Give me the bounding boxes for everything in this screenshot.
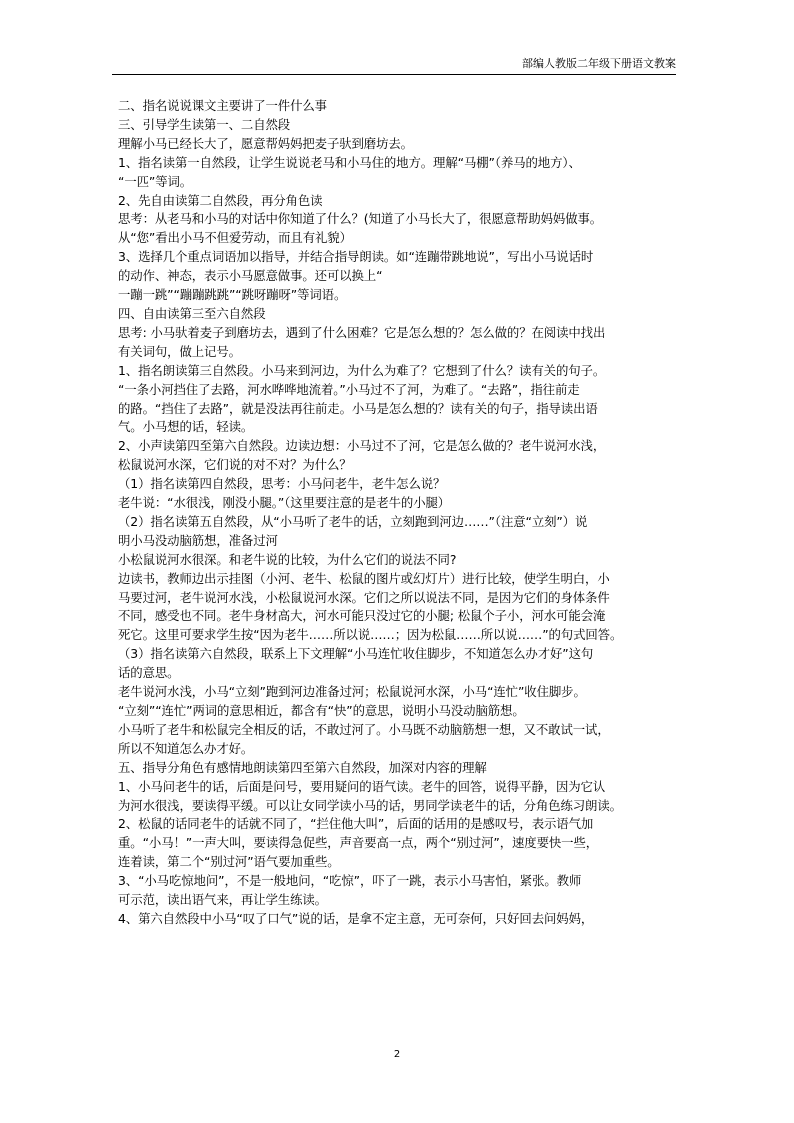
text-line: 不同，感受也不同。老牛身材高大，河水可能只没过它的小腿; 松鼠个子小，河水可能会淹 bbox=[118, 608, 606, 624]
text-line: 边读书，教师边出示挂图（小河、老牛、松鼠的图片或幻灯片）进行比较，使学生明白，小 bbox=[118, 570, 610, 586]
text-line: （3）指名读第六自然段，联系上下文理解“小马连忙收住脚步，不知道怎么办才好”这句 bbox=[118, 646, 594, 662]
text-line: （1）指名读第四自然段，思考：小马问老牛，老牛怎么说？ bbox=[118, 476, 446, 492]
document-body bbox=[118, 97, 680, 929]
text-line: 3、“小马吃惊地问”，不是一般地问，“吃惊”，吓了一跳，表示小马害怕，紧张。教师 bbox=[118, 873, 582, 889]
header-title: 部编人教版二年级下册语文教案 bbox=[522, 57, 676, 70]
text-line: 二、指名说说课文主要讲了一件什么事 bbox=[118, 98, 327, 113]
text-line: 从“您”看出小马不但爱劳动，而且有礼貌） bbox=[118, 230, 352, 246]
text-line: “一条小河挡住了去路，河水哗哗地流着。”小马过不了河，为难了。“去路”，指往前走 bbox=[118, 381, 580, 397]
text-line: 1、指名朗读第三自然段。小马来到河边，为什么为难了？它想到了什么？读有关的句子。 bbox=[118, 362, 606, 378]
page-header bbox=[112, 56, 676, 75]
text-line: 思考: 小马驮着麦子到磨坊去，遇到了什么困难？它是怎么想的？怎么做的？在阅读中找出 bbox=[118, 324, 606, 340]
text-line: 所以不知道怎么办才好。 bbox=[118, 740, 254, 756]
text-line: 的路。“挡住了去路”，就是没法再往前走。小马是怎么想的？读有关的句子，指导读出语 bbox=[118, 400, 598, 416]
text-line: “一匹”等词。 bbox=[118, 173, 193, 189]
text-line: 小马听了老牛和松鼠完全相反的话，不敢过河了。小马既不动脑筋想一想，又不敢试一试， bbox=[118, 721, 610, 737]
text-line: 话的意思。 bbox=[118, 665, 180, 681]
text-line: 五、指导分角色有感情地朗读第四至第六自然段，加深对内容的理解 bbox=[118, 759, 487, 775]
text-line: （2）指名读第五自然段，从“小马听了老牛的话，立刻跑到河边……”（注意“立刻”）说 bbox=[118, 513, 588, 529]
text-line: 1、指名读第一自然段，让学生说说老马和小马住的地方。理解“马棚”（养马的地方）、 bbox=[118, 154, 581, 170]
text-line: 小松鼠说河水很深。和老牛说的比较，为什么它们的说法不同? bbox=[118, 551, 457, 567]
text-line: 明小马没动脑筋想，准备过河 bbox=[118, 532, 278, 548]
page-number: 2 bbox=[393, 1049, 401, 1060]
text-line: 为河水很浅，要读得平缓。可以让女同学读小马的话，男同学读老牛的话，分角色练习朗读。 bbox=[118, 797, 622, 813]
text-line: 老牛说河水浅，小马“立刻”跑到河边准备过河；松鼠说河水深，小马“连忙”收住脚步。 bbox=[118, 684, 586, 700]
text-line: 老牛说：“水很浅，刚没小腿。”（这里要注意的是老牛的小腿） bbox=[118, 495, 451, 511]
text-line: 可示范，读出语气来，再让学生练读。 bbox=[118, 892, 327, 908]
text-line: “立刻”“连忙”两词的意思相近，都含有“快”的意思，说明小马没动脑筋想。 bbox=[118, 703, 525, 718]
text-line: 连着读，第二个“别过河”语气要加重些。 bbox=[118, 854, 340, 870]
text-line: 一蹦一跳”“蹦蹦跳跳”“跳呀蹦呀”等词语。 bbox=[118, 287, 347, 303]
text-line: 1、小马问老牛的话，后面是问号，要用疑问的语气读。老牛的回答，说得平静，因为它认 bbox=[118, 778, 606, 794]
text-line: 思考：从老马和小马的对话中你知道了什么？(知道了小马长大了，很愿意帮助妈妈做事。 bbox=[118, 211, 603, 227]
text-line: 死它。这里可要求学生按“因为老牛……所以说……；因为松鼠……所以说……”的句式回答。 bbox=[118, 627, 623, 643]
text-line: 2、小声读第四至第六自然段。边读边想：小马过不了河，它是怎么做的？老牛说河水浅， bbox=[118, 438, 606, 454]
text-line: 松鼠说河水深，它们说的对不对？为什么？ bbox=[118, 457, 352, 473]
text-line: 马要过河，老牛说河水浅，小松鼠说河水深。它们之所以说法不同，是因为它们的身体条件 bbox=[118, 589, 610, 605]
text-line: 理解小马已经长大了，愿意帮妈妈把麦子驮到磨坊去。 bbox=[118, 135, 413, 151]
text-line: 重。“小马！”一声大叫，要读得急促些，声音要高一点，两个“别过河”，速度要快一些， bbox=[118, 835, 599, 851]
text-line: 四、自由读第三至六自然段 bbox=[118, 305, 266, 321]
text-line: 气。小马想的话，轻读。 bbox=[118, 419, 254, 435]
text-line: 2、松鼠的话同老牛的话就不同了，“拦住他大叫”，后面的话用的是感叹号，表示语气加 bbox=[118, 816, 594, 832]
text-line: 三、引导学生读第一、二自然段 bbox=[118, 116, 291, 132]
text-line: 有关词句，做上记号。 bbox=[118, 343, 241, 359]
text-line: 的动作、神态，表示小马愿意做事。还可以换上“ bbox=[118, 268, 383, 284]
text-line: 3、选择几个重点词语加以指导，并结合指导朗读。如“连蹦带跳地说”，写出小马说话时 bbox=[118, 249, 594, 265]
text-line: 4、第六自然段中小马“叹了口气”说的话，是拿不定主意，无可奈何，只好回去问妈妈， bbox=[118, 910, 594, 926]
text-line: 2、先自由读第二自然段，再分角色读 bbox=[118, 192, 323, 208]
